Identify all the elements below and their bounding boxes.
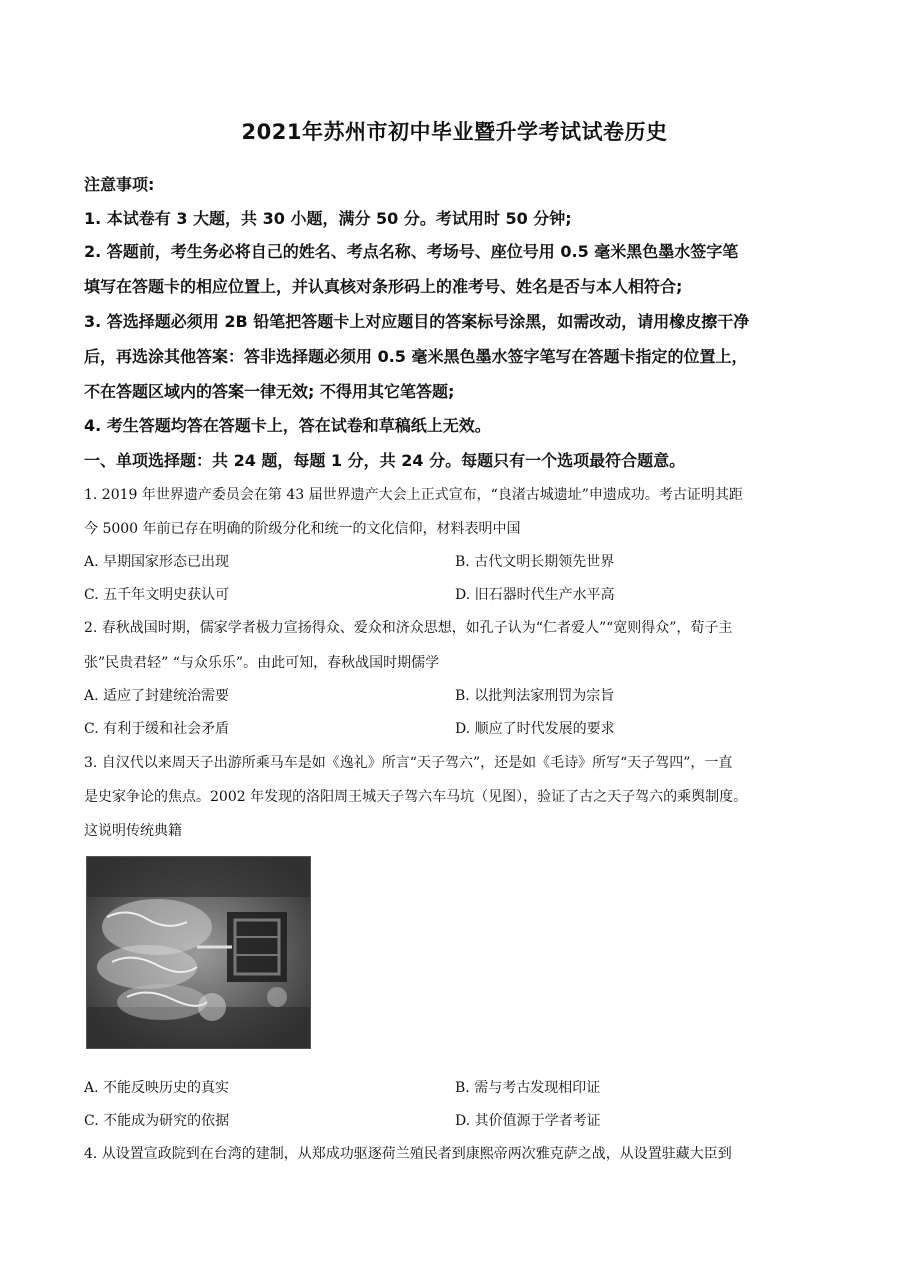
chariot-pit-photo — [86, 856, 311, 1049]
notice-line: 1. 本试卷有 3 大题，共 30 小题，满分 50 分。考试用时 50 分钟; — [84, 209, 572, 228]
question-3-option-c: C. 不能成为研究的依据 — [84, 1113, 230, 1129]
notice-heading: 注意事项: — [84, 175, 155, 194]
question-1-option-b: B. 古代文明长期领先世界 — [455, 554, 615, 570]
question-2-option-c: C. 有利于缓和社会矛盾 — [84, 721, 230, 737]
question-3-text: 这说明传统典籍 — [84, 823, 182, 839]
question-3-option-b: B. 需与考古发现相印证 — [455, 1080, 601, 1096]
question-2-option-b: B. 以批判法家刑罚为宗旨 — [455, 688, 615, 704]
chariot-pit-image — [87, 857, 310, 1048]
question-2-option-a: A. 适应了封建统治需要 — [84, 688, 230, 704]
question-1-option-a: A. 早期国家形态已出现 — [84, 554, 230, 570]
notice-line: 后，再选涂其他答案：答非选择题必须用 0.5 毫米黑色墨水签字笔写在答题卡指定的位置上， — [84, 347, 748, 366]
notice-line: 不在答题区域内的答案一律无效; 不得用其它笔答题; — [84, 382, 455, 401]
question-3-text: 是史家争论的焦点。2002 年发现的洛阳周王城天子驾六车马坑（见图），验证了古之天子驾六的乘舆制度。 — [84, 789, 748, 805]
question-1-text: 今 5000 年前已存在明确的阶级分化和统一的文化信仰，材料表明中国 — [84, 521, 521, 537]
notice-line: 4. 考生答题均答在答题卡上，答在试卷和草稿纸上无效。 — [84, 416, 491, 435]
question-1-option-c: C. 五千年文明史获认可 — [84, 587, 230, 603]
question-2-text: 2. 春秋战国时期，儒家学者极力宣扬得众、爱众和济众思想，如孔子认为“仁者爱人”“宽则得众”，荀子主 — [84, 620, 733, 636]
question-1-option-d: D. 旧石器时代生产水平高 — [455, 587, 615, 603]
question-2-text: 张”民贵君轻” “与众乐乐”。由此可知，春秋战国时期儒学 — [84, 655, 440, 671]
question-2-option-d: D. 顺应了时代发展的要求 — [455, 721, 615, 737]
question-4-text: 4. 从设置宣政院到在台湾的建制，从郑成功驱逐荷兰殖民者到康熙帝两次雅克萨之战，从设置驻藏大臣到 — [84, 1146, 732, 1162]
question-3-option-d: D. 其价值源于学者考证 — [455, 1113, 601, 1129]
question-3-text: 3. 自汉代以来周天子出游所乘马车是如《逸礼》所言“天子驾六”，还是如《毛诗》所写“天子驾四”，一直 — [84, 755, 733, 771]
question-1-text: 1. 2019 年世界遗产委员会在第 43 届世界遗产大会上正式宣布，“良渚古城遗址”申遗成功。考古证明其距 — [84, 487, 743, 503]
page-title: 2021年苏州市初中毕业暨升学考试试卷历史 — [241, 120, 668, 144]
notice-line: 填写在答题卡的相应位置上，并认真核对条形码上的准考号、姓名是否与本人相符合; — [84, 277, 683, 296]
question-3-option-a: A. 不能反映历史的真实 — [84, 1080, 230, 1096]
section-heading: 一、单项选择题：共 24 题，每题 1 分，共 24 分。每题只有一个选项最符合题意。 — [84, 451, 686, 470]
notice-line: 3. 答选择题必须用 2B 铅笔把答题卡上对应题目的答案标号涂黑，如需改动，请用橡皮擦干净 — [84, 312, 750, 331]
notice-line: 2. 答题前，考生务必将自己的姓名、考点名称、考场号、座位号用 0.5 毫米黑色墨水签字笔 — [84, 242, 739, 261]
